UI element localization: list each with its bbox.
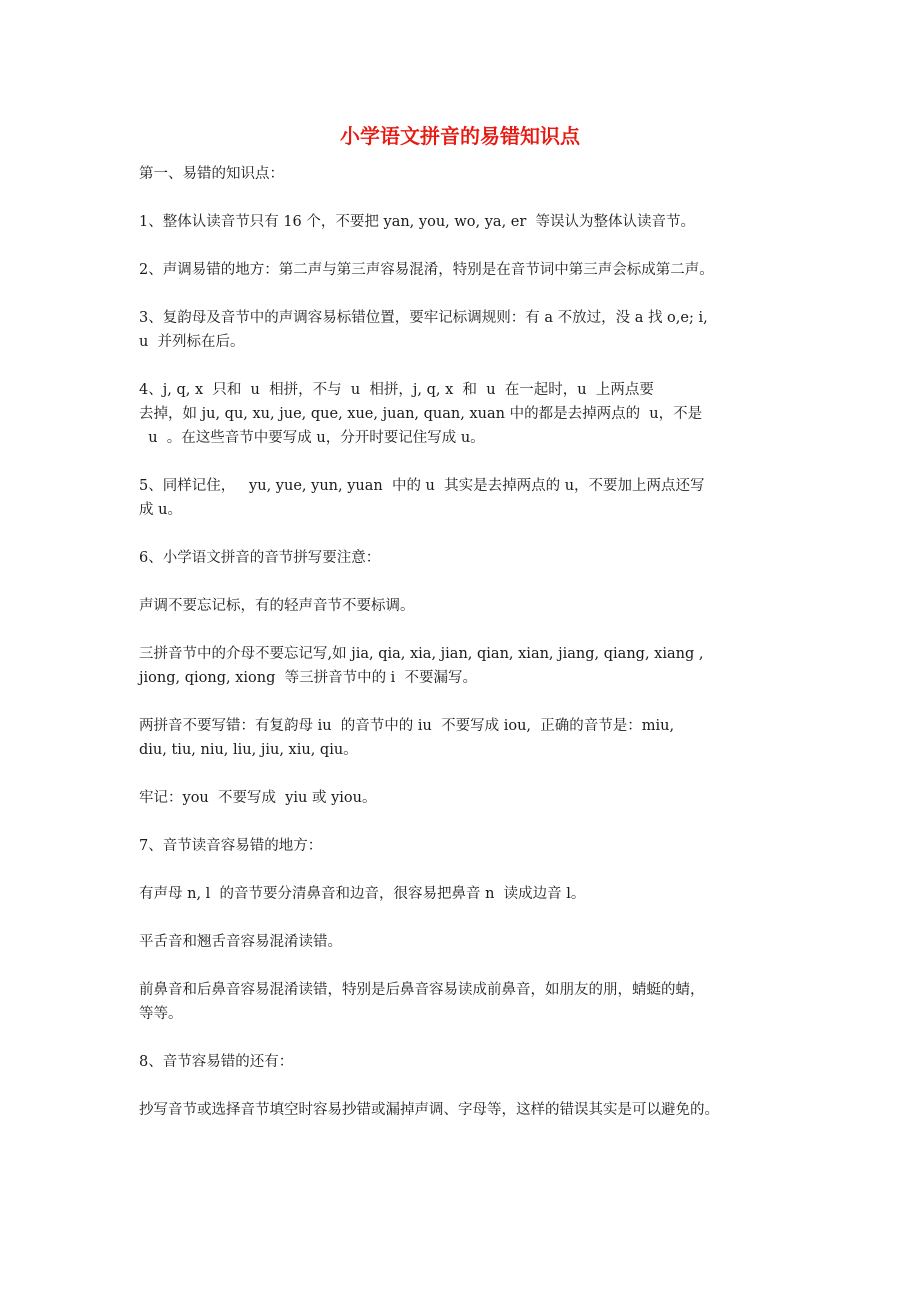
- paragraph: [139, 882, 839, 906]
- paragraph-line: 去掉，如 ju, qu, xu, jue, que, xue, juan, quan, xuan 中的都是去掉两点的 u，不是: [139, 406, 703, 422]
- paragraph-line: 2、声调易错的地方：第二声与第三声容易混淆，特别是在音节词中第三声会标成第二声。: [139, 262, 714, 278]
- paragraph: [139, 714, 839, 762]
- paragraph-line: 4、j, q, x 只和 u 相拼，不与 u 相拼，j, q, x 和 u 在一起时，u 上两点要: [139, 382, 654, 398]
- paragraph-line: 前鼻音和后鼻音容易混淆读错，特别是后鼻音容易读成前鼻音，如朋友的朋，蜻蜓的蜻，: [139, 982, 705, 998]
- paragraph: [139, 930, 839, 954]
- document-title: 小学语文拼音的易错知识点: [340, 124, 580, 148]
- paragraph-line: jiong, qiong, xiong 等三拼音节中的 i 不要漏写。: [139, 670, 478, 686]
- paragraph: [139, 210, 839, 234]
- paragraph-line: 抄写音节或选择音节填空时容易抄错或漏掉声调、字母等，这样的错误其实是可以避免的。: [139, 1102, 719, 1118]
- paragraph-line: u 并列标在后。: [139, 334, 245, 350]
- paragraph: [139, 834, 839, 858]
- paragraph-line: 1、整体认读音节只有 16 个，不要把 yan, you, wo, ya, er 等误认为整体认读音节。: [139, 214, 696, 230]
- paragraph-line: u 。在这些音节中要写成 u，分开时要记住写成 u。: [139, 430, 485, 446]
- paragraph: [139, 546, 839, 570]
- paragraph-line: 三拼音节中的介母不要忘记写,如 jia, qia, xia, jian, qian, xian, jiang, qiang, xiang ,: [139, 646, 704, 662]
- paragraph: [139, 978, 839, 1026]
- paragraph-line: 两拼音不要写错：有复韵母 iu 的音节中的 iu 不要写成 iou, 正确的音节是：miu,: [139, 718, 675, 734]
- paragraph-line: 3、复韵母及音节中的声调容易标错位置，要牢记标调规则：有 a 不放过，没 a 找 o,e; i,: [139, 310, 708, 326]
- paragraph-line: 有声母 n, l 的音节要分清鼻音和边音，很容易把鼻音 n 读成边音 l。: [139, 886, 586, 902]
- paragraph-line: 5、同样记住， yu, yue, yun, yuan 中的 u 其实是去掉两点的 u，不要加上两点还写: [139, 478, 705, 494]
- paragraph: [139, 786, 839, 810]
- paragraph: [139, 474, 839, 522]
- paragraph: [139, 1098, 839, 1122]
- paragraph-line: 成 u。: [139, 502, 182, 518]
- paragraph: [139, 642, 839, 690]
- paragraph-line: 平舌音和翘舌音容易混淆读错。: [139, 934, 342, 950]
- paragraph-line: 7、音节读音容易错的地方：: [139, 838, 323, 854]
- paragraph-line: 第一、易错的知识点：: [139, 166, 284, 182]
- paragraph: [139, 258, 839, 282]
- paragraph-line: 等等。: [139, 1006, 183, 1022]
- paragraph-line: 声调不要忘记标，有的轻声音节不要标调。: [139, 598, 415, 614]
- paragraph-line: 8、音节容易错的还有：: [139, 1054, 294, 1070]
- paragraph: [139, 378, 839, 450]
- paragraph: [139, 306, 839, 354]
- paragraph-line: 牢记：you 不要写成 yiu 或 yiou。: [139, 790, 377, 806]
- paragraph: [139, 594, 839, 618]
- paragraph: [139, 162, 839, 186]
- paragraph-line: 6、小学语文拼音的音节拼写要注意：: [139, 550, 381, 566]
- paragraph: [139, 1050, 839, 1074]
- paragraph-line: diu, tiu, niu, liu, jiu, xiu, qiu。: [139, 742, 358, 758]
